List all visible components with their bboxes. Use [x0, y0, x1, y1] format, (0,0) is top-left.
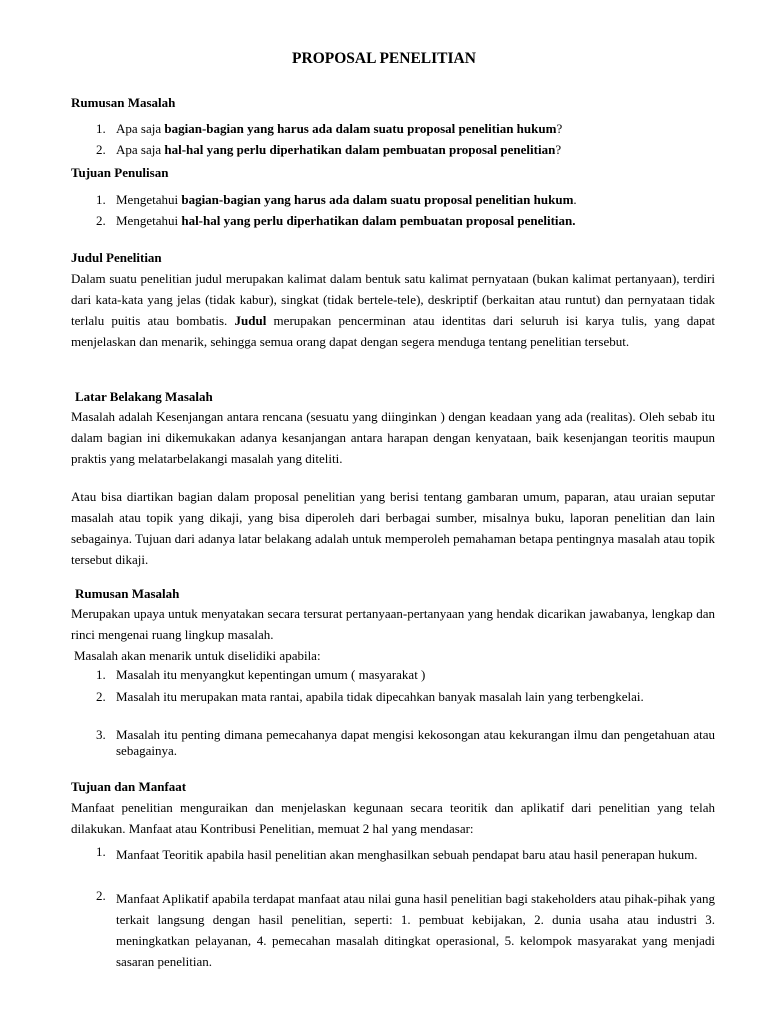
section-heading-tujuan-penulisan: Tujuan Penulisan	[71, 165, 169, 180]
section-heading-rumusan-masalah-2: Rumusan Masalah	[75, 586, 180, 601]
section-heading-rumusan-masalah: Rumusan Masalah	[71, 95, 176, 110]
paragraph-latar-belakang-2: Atau bisa diartikan bagian dalam proposal penelitian yang berisi tentang gambaran umum, paparan, atau uraian seputar masalah atau topik yang dikaji, yang bisa diperoleh dari berbagai sumber, misalnya buku, laporan penelitian dan lain sebagainya. Tujuan dari adanya latar belakang adalah untuk memperoleh pemahaman betapa pentingnya masalah atau topik tersebut dikaji.	[71, 489, 715, 567]
paragraph-rumusan-intro: Masalah akan menarik untuk diselidiki apabila:	[74, 648, 321, 663]
section-heading-latar-belakang: Latar Belakang Masalah	[75, 389, 213, 404]
paragraph-rumusan-masalah: Merupakan upaya untuk menyatakan secara tersurat pertanyaan-pertanyaan yang hendak dicarikan jawabanya, lengkap dan rinci mengenai ruang lingkup masalah.	[71, 606, 715, 642]
paragraph-tujuan-manfaat: Manfaat penelitian menguraikan dan menjelaskan kegunaan secara teoritik dan aplikatif dari penelitian yang telah dilakukan. Manfaat atau Kontribusi Penelitian, memuat 2 hal yang mendasar:	[71, 800, 715, 836]
paragraph-latar-belakang-1: Masalah adalah Kesenjangan antara rencana (sesuatu yang diinginkan ) dengan keadaan yang ada (realitas). Oleh sebab itu dalam bagian ini dikemukakan adanya kesanjangan antara harapan dengan kenyataan, baik kesenjangan teoritis maupun praktis yang melatarbelakangi masalah yang diteliti.	[71, 409, 715, 466]
section-heading-tujuan-manfaat: Tujuan dan Manfaat	[71, 779, 187, 794]
section-heading-judul-penelitian: Judul Penelitian	[71, 250, 162, 265]
document-page: PROPOSAL PENELITIAN Rumusan Masalah 1. Apa saja bagian-bagian yang harus ada dalam suatu proposal penelitian hukum? 2. Apa saja hal-hal yang perlu diperhatikan dalam pembuatan proposal penelitian? Tujuan Penulisan 1. Mengetahui bagian-bagian yang harus ada dalam suatu proposal penelitian hukum. 2. Mengetahui hal-hal yang perlu diperhatikan dalam pembuatan proposal penelitian. Judul Penelitian Dalam suatu penelitian judul merupakan kalimat dalam bentuk satu kalimat pernyataan (bukan kalimat pertanyaan), terdiri dari kata-kata yang jelas (tidak kabur), singkat (tidak bertele-tele), deskriptif (berkaitan atau runtut) dan pernyataan tidak terlalu puitis atau bombatis. Judul merupakan pencerminan atau identitas dari seluruh isi karya tulis, yang dapat menjelaskan dan menarik, sehingga semua orang dapat dengan segera menduga tentang penelitian tersebut. Latar Belakang Masalah Masalah adalah Kesenjangan antara rencana (sesuatu yang diinginkan ) dengan keadaan yang ada (realitas). Oleh sebab itu dalam bagian ini dikemukakan adanya kesanjangan antara harapan dengan kenyataan, baik kesenjangan teoritis maupun praktis yang melatarbelakangi masalah yang diteliti. Atau bisa diartikan bagian dalam proposal penelitian yang berisi tentang gambaran umum, paparan, atau uraian seputar masalah atau topik yang dikaji, yang bisa diperoleh dari berbagai sumber, misalnya buku, laporan penelitian dan lain sebagainya. Tujuan dari adanya latar belakang adalah untuk memperoleh pemahaman betapa pentingnya masalah atau topik tersebut dikaji. Rumusan Masalah Merupakan upaya untuk menyatakan secara tersurat pertanyaan-pertanyaan yang hendak dicarikan jawabanya, lengkap dan rinci mengenai ruang lingkup masalah. Masalah akan menarik untuk diselidiki apabila: 1. Masalah itu menyangkut kepentingan umum ( masyarakat ) 2. Masalah itu merupakan mata rantai, apabila tidak dipecahkan banyak masalah lain yang terbengkelai. 3. Masalah itu penting dimana pemecahanya dapat mengisi kekosongan atau kekurangan ilmu dan pengetahuan atau sebagainya. Tujuan dan Manfaat Manfaat penelitian menguraikan dan menjelaskan kegunaan secara teoritik dan aplikatif dari penelitian yang telah dilakukan. Manfaat atau Kontribusi Penelitian, memuat 2 hal yang mendasar: 1. Manfaat Teoritik apabila hasil penelitian akan menghasilkan sebuah pendapat baru atau hasil penerapan hukum. 2. Manfaat Aplikatif apabila terdapat manfaat atau nilai guna hasil penelitian bagi stakeholders atau pihak-pihak yang terkait langsung dengan hasil penelitian, seperti: 1. pembuat kebijakan, 2. dunia usaha atau industri 3. meningkatkan pelayanan, 4. pemecahan masalah ditingkat operasional, 5. kelompok masyarakat yang menjadi sasaran penelitian.	[0, 0, 768, 1024]
paragraph-judul-penelitian: Dalam suatu penelitian judul merupakan kalimat dalam bentuk satu kalimat pernyataan (bukan kalimat pertanyaan), terdiri dari kata-kata yang jelas (tidak kabur), singkat (tidak bertele-tele), deskriptif (berkaitan atau runtut) dan pernyataan tidak terlalu puitis atau bombatis. Judul merupakan pencerminan atau identitas dari seluruh isi karya tulis, yang dapat menjelaskan dan menarik, sehingga semua orang dapat dengan segera menduga tentang penelitian tersebut.	[71, 271, 715, 349]
document-title: PROPOSAL PENELITIAN	[292, 50, 476, 67]
